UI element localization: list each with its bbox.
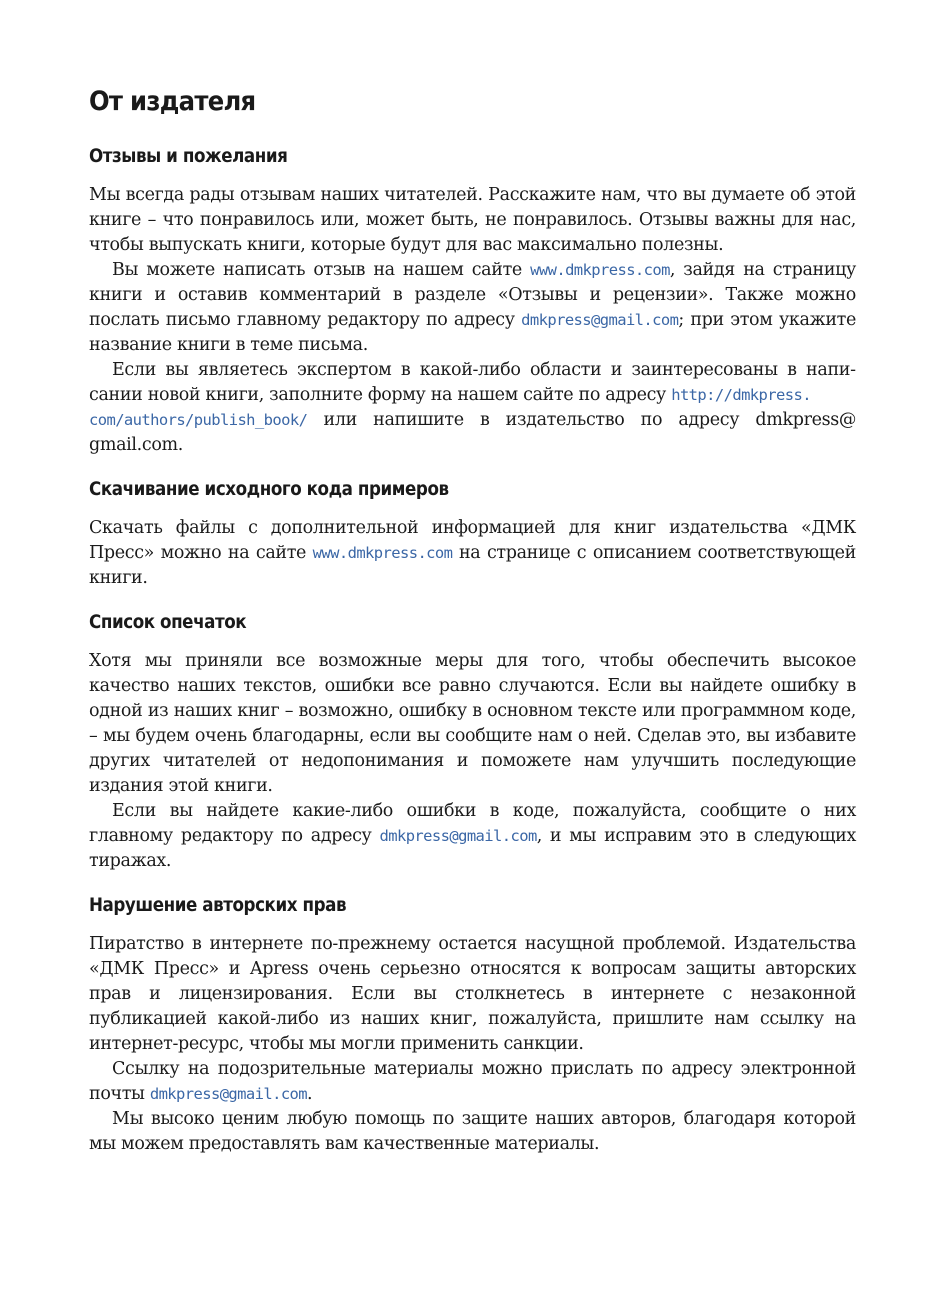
authors-url-part-2[interactable]: com/authors/publish_book/ <box>89 411 308 429</box>
section-heading-piracy: Нарушение авторских прав <box>89 894 347 916</box>
page-title: От издателя <box>89 86 256 117</box>
section-piracy <box>89 890 856 1157</box>
section-download <box>89 474 856 591</box>
section-errata <box>89 607 856 874</box>
email-link[interactable]: dmkpress@gmail.com <box>379 827 537 845</box>
text-run: , и мы исправим это в следующих тиражах. <box>89 826 856 871</box>
feedback-paragraph-3 <box>89 358 856 458</box>
piracy-paragraph-2 <box>89 1057 856 1107</box>
site-link[interactable]: www.dmkpress.com <box>312 544 453 562</box>
section-heading-errata: Список опечаток <box>89 611 247 633</box>
text-run: или напишите в издательство по адресу dmkpress@ gmail.com. <box>89 410 856 455</box>
text-run: Если вы являетесь экспертом в какой-либо области и заинтересованы в написании новой книги, заполните форму на нашем сайте по адресу <box>89 360 856 405</box>
authors-url-part-1[interactable]: http://dmkpress. <box>671 386 811 404</box>
text-run: ; при этом укажите название книги в теме письма. <box>89 310 856 355</box>
email-link[interactable]: dmkpress@gmail.com <box>521 311 679 329</box>
errata-paragraph-1: Хотя мы приняли все возможные меры для того, чтобы обеспечить высокое качество наших текстов, ошибки все равно случаются. Если вы найдете ошибку в одной из наших книг – возможно, ошибку в основном тексте или программном коде, – мы будем очень благодарны, если вы сообщите нам о ней. Сделав это, вы избавите других читателей от недопонимания и поможете нам улучшить последующие издания этой книги. <box>89 651 856 796</box>
section-feedback <box>89 141 856 458</box>
section-heading-download: Скачивание исходного кода примеров <box>89 478 449 500</box>
text-run: Вы можете написать отзыв на нашем сайте <box>112 260 531 280</box>
section-heading-feedback: Отзывы и пожелания <box>89 145 288 167</box>
site-link[interactable]: www.dmkpress.com <box>530 261 670 279</box>
text-run: Если вы найдете какие-либо ошибки в коде, пожалуйста, сообщите о них главному редактору по адресу <box>89 801 856 846</box>
piracy-paragraph-3: Мы высоко ценим любую помощь по защите наших авторов, благодаря которой мы можем предоставлять вам качественные материалы. <box>89 1109 856 1154</box>
page <box>89 82 856 1173</box>
text-run: Ссылку на подозрительные материалы можно прислать по адресу электронной почты <box>89 1059 856 1104</box>
text-run: на странице с описанием соответствующей книги. <box>89 543 856 588</box>
text-run: . <box>307 1084 313 1104</box>
piracy-paragraph-1: Пиратство в интернете по-прежнему остается насущной проблемой. Издательства «ДМК Пресс» и Apress очень серьезно относятся к вопросам защиты авторских прав и лицензирования. Если вы столкнетесь в интернете с незаконной публикацией какой-либо из наших книг, пожалуйста, пришлите нам ссылку на интернет-ресурс, чтобы мы могли применить санкции. <box>89 934 856 1054</box>
download-paragraph-1 <box>89 516 856 591</box>
email-link[interactable]: dmkpress@gmail.com <box>149 1085 308 1103</box>
feedback-paragraph-1: Мы всегда рады отзывам наших читателей. Расскажите нам, что вы думаете об этой книге – что понравилось или, может быть, не понравилось. Отзывы важны для нас, чтобы выпускать книги, которые будут для вас максимально полезны. <box>89 185 856 255</box>
errata-paragraph-2 <box>89 799 856 874</box>
text-run: , зайдя на страницу книги и оставив комментарий в разделе «Отзывы и рецензии». Также можно послать письмо главному редактору по адресу <box>89 260 857 330</box>
text-run: Скачать файлы с дополнительной информацией для книг издательства «ДМК Пресс» можно на сайте <box>89 518 856 563</box>
feedback-paragraph-2 <box>89 258 856 358</box>
